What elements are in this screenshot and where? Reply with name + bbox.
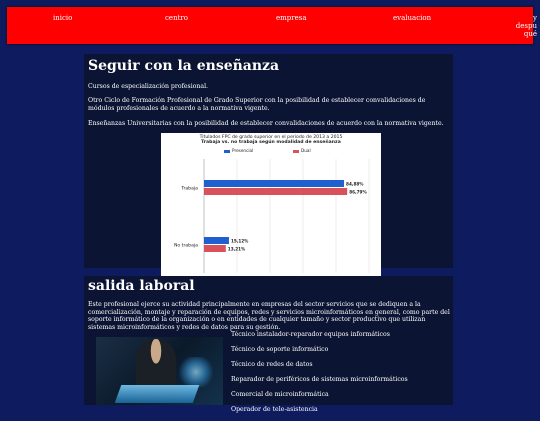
section-title-salida: salida laboral [88, 278, 195, 294]
legend-label-dual: Dual [301, 148, 311, 153]
section-title: Seguir con la enseñanza [88, 58, 280, 74]
category-label: No trabaja [173, 243, 198, 249]
list-item: Técnico instalador-reparador equipos informáticos [231, 331, 390, 338]
job-list [231, 331, 408, 421]
nav-link-evaluacion[interactable]: evaluacion [393, 14, 432, 22]
paragraph-actividad: Este profesional ejerce su actividad principalmente en empresas del sector servicios que se dediquen a la comercialización, montaje y reparación de equipos, redes y servicios microinformáticos en general, como parte del soporte informático de la organización o en entidades de cualquier tamaño y sector productivo que utilizan sistemas microinformáticos y redes de datos para su gestión. [88, 301, 450, 331]
chart-subtitle: Trabaja vs. no trabaja según modalidad de enseñanza [201, 140, 341, 145]
category-label: Trabaja [181, 186, 198, 192]
paragraph-cursos: Cursos de especialización profesional. [88, 83, 209, 90]
nav-link-inicio[interactable]: inicio [53, 14, 73, 22]
section-seguir-ensenanza [84, 54, 453, 268]
top-navigation [7, 7, 537, 44]
nav-link-y-despues[interactable]: y despu qué [515, 14, 537, 38]
bar-presencial [204, 237, 229, 244]
data-label: 84,88% [346, 181, 364, 187]
legend-label-presencial: Presencial [232, 148, 254, 153]
list-item: Operador de tele-asistencia [231, 406, 318, 413]
section-salida-laboral [84, 276, 453, 413]
list-item: Técnico de soporte informático [231, 346, 329, 353]
list-item: Reparador de periféricos de sistemas microinformáticos [231, 376, 408, 383]
data-label: 13,21% [227, 246, 246, 252]
data-label: 15,12% [230, 238, 249, 244]
paragraph-ciclo: Otro Ciclo de Formación Profesional de Grado Superior con la posibilidad de establecer convalidaciones de módulos profesionales de acuerdo a la normativa vigente. [88, 97, 426, 112]
paragraph-universitarias: Enseñanzas Universitarias con la posibilidad de establecer convalidaciones de acuerdo con la normativa vigente. [88, 120, 444, 127]
list-item: Comercial de microinformática [231, 391, 329, 398]
chart-plot [161, 133, 381, 290]
nav-link-empresa[interactable]: empresa [276, 14, 307, 22]
photo-glow [176, 357, 216, 387]
employment-chart [161, 133, 381, 290]
bar-dual [204, 188, 347, 195]
list-item: Técnico de redes de datos [231, 361, 313, 368]
data-label: 86,79% [349, 189, 367, 195]
bar-presencial [204, 180, 344, 187]
photo-tablet [115, 385, 200, 403]
chart-title: Titulados FPC de grado superior en el periodo de 2013 a 2015 [199, 135, 343, 140]
nav-link-centro[interactable]: centro [165, 14, 188, 22]
bar-dual [204, 245, 226, 252]
technology-photo [96, 337, 223, 405]
